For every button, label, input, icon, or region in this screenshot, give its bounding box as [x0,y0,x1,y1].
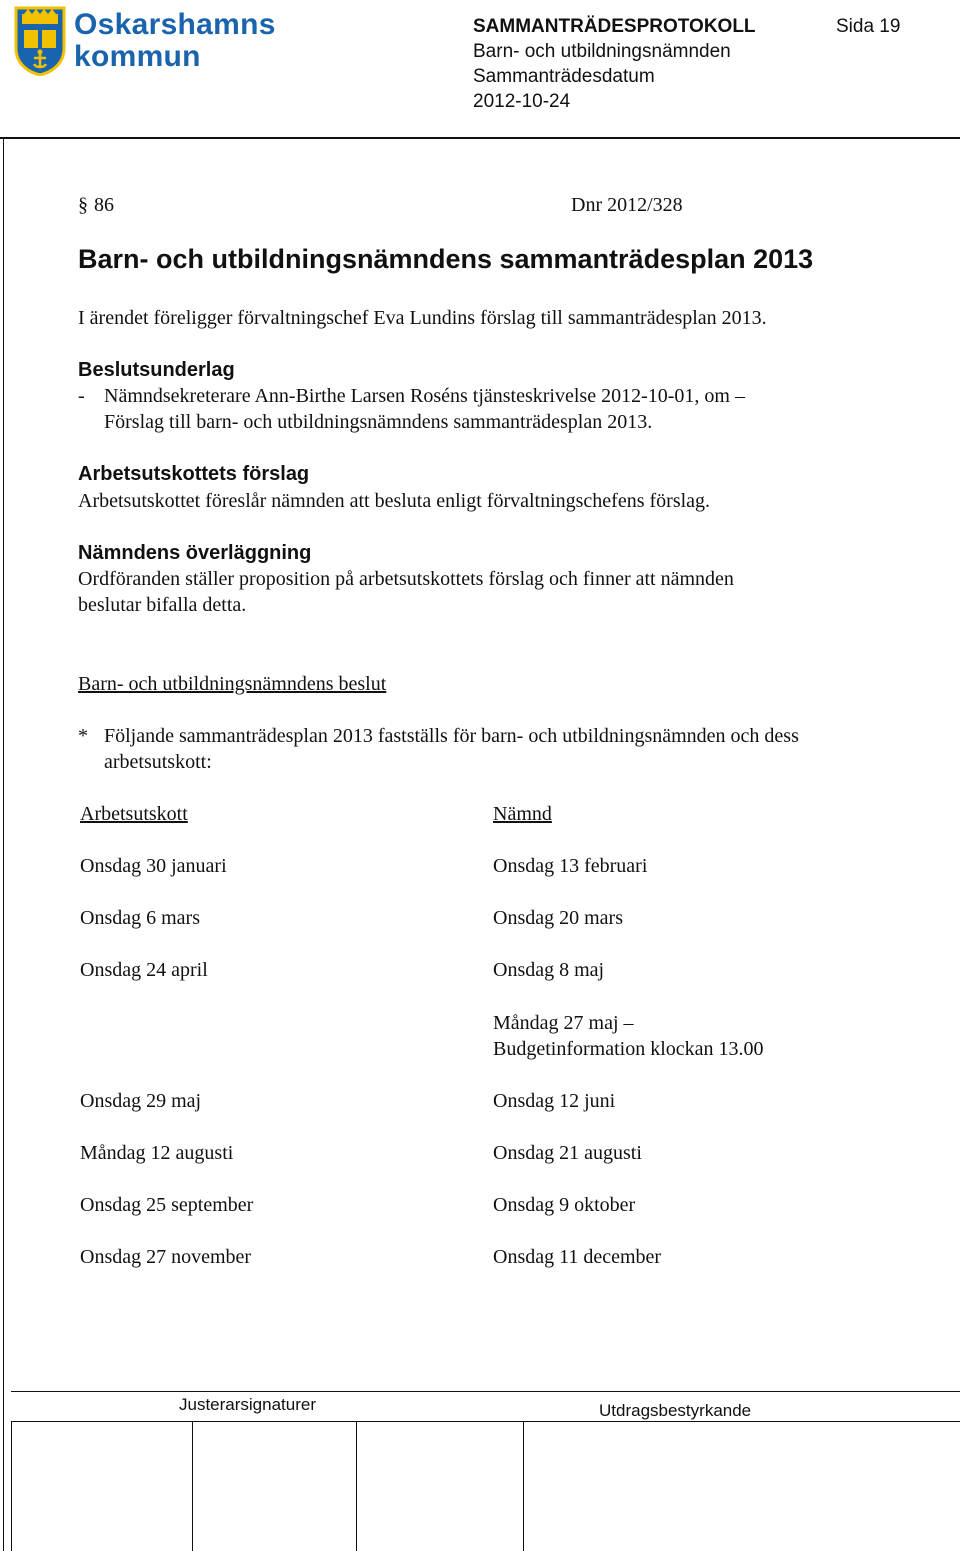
coat-of-arms-icon [14,6,66,76]
schedule-au-date: Onsdag 29 maj [80,1090,202,1112]
overlaggning-line1: Ordföranden ställer proposition på arbetsutskottets förslag och finner att nämnden [78,568,734,590]
signature-table [11,1391,960,1551]
schedule-extra-line1: Måndag 27 maj – [493,1012,634,1034]
schedule-col2-header: Nämnd [493,803,552,825]
schedule-col1-header: Arbetsutskott [80,803,188,825]
schedule-namnd-date: Onsdag 12 juni [493,1090,616,1112]
schedule-au-date: Onsdag 30 januari [80,855,227,877]
utdragsbestyrkande-label: Utdragsbestyrkande [599,1401,752,1420]
committee-name: Barn- och utbildningsnämnden [473,41,731,62]
schedule-namnd-date: Onsdag 9 oktober [493,1194,636,1216]
beslutsunderlag-line1: Nämndsekreterare Ann-Birthe Larsen Roséns tjänsteskrivelse 2012-10-01, om – [104,385,745,407]
justerarsignaturer-label: Justerarsignaturer [179,1395,317,1414]
document-type-title: SAMMANTRÄDESPROTOKOLL [473,16,756,37]
schedule-au-date: Onsdag 6 mars [80,907,200,929]
meeting-date-label: Sammanträdesdatum [473,66,655,87]
footer-cell-divider [192,1421,193,1551]
beslutsunderlag-line2: Förslag till barn- och utbildningsnämndens sammanträdesplan 2013. [104,411,653,433]
schedule-namnd-date: Onsdag 20 mars [493,907,623,929]
page-left-border [3,137,4,1551]
beslutsunderlag-heading: Beslutsunderlag [78,359,235,381]
footer-cell-divider [11,1421,12,1551]
header-divider [0,137,960,139]
section-title: Barn- och utbildningsnämndens sammanträdesplan 2013 [78,244,814,274]
schedule-au-date: Måndag 12 augusti [80,1142,234,1164]
beslut-line1: Följande sammanträdesplan 2013 fastställs för barn- och utbildningsnämnden och dess [104,725,799,747]
schedule-namnd-date: Onsdag 11 december [493,1246,662,1268]
schedule-au-date: Onsdag 25 september [80,1194,254,1216]
schedule-au-date: Onsdag 27 november [80,1246,252,1268]
logo-text-line2: kommun [74,40,201,73]
au-forslag-heading: Arbetsutskottets förslag [78,463,310,485]
schedule-extra-line2: Budgetinformation klockan 13.00 [493,1038,764,1060]
schedule-namnd-date: Onsdag 21 augusti [493,1142,642,1164]
dnr-reference: Dnr 2012/328 [571,194,683,216]
beslutsunderlag-bullet: - [78,385,85,407]
footer-top-line [11,1391,960,1392]
meeting-date: 2012-10-24 [473,91,571,112]
intro-text: I ärendet föreligger förvaltningschef Eva Lundins förslag till sammanträdesplan 2013. [78,307,767,329]
overlaggning-line2: beslutar bifalla detta. [78,594,247,616]
schedule-namnd-date: Onsdag 8 maj [493,959,605,981]
municipality-logo [14,6,274,78]
beslut-line2: arbetsutskott: [104,751,212,773]
overlaggning-heading: Nämndens överläggning [78,542,312,564]
au-forslag-text: Arbetsutskottet föreslår nämnden att besluta enligt förvaltningschefens förslag. [78,490,711,512]
footer-row-line [11,1421,960,1422]
schedule-namnd-date: Onsdag 13 februari [493,855,648,877]
beslut-heading: Barn- och utbildningsnämndens beslut [78,673,387,695]
paragraph-symbol: § [78,194,88,216]
page-number: Sida 19 [836,16,901,37]
schedule-au-date: Onsdag 24 april [80,959,208,981]
beslut-bullet: * [78,725,88,747]
footer-cell-divider [356,1421,357,1551]
section-number: 86 [94,194,114,216]
logo-text-line1: Oskarshamns [74,8,276,41]
footer-cell-divider [523,1421,524,1551]
